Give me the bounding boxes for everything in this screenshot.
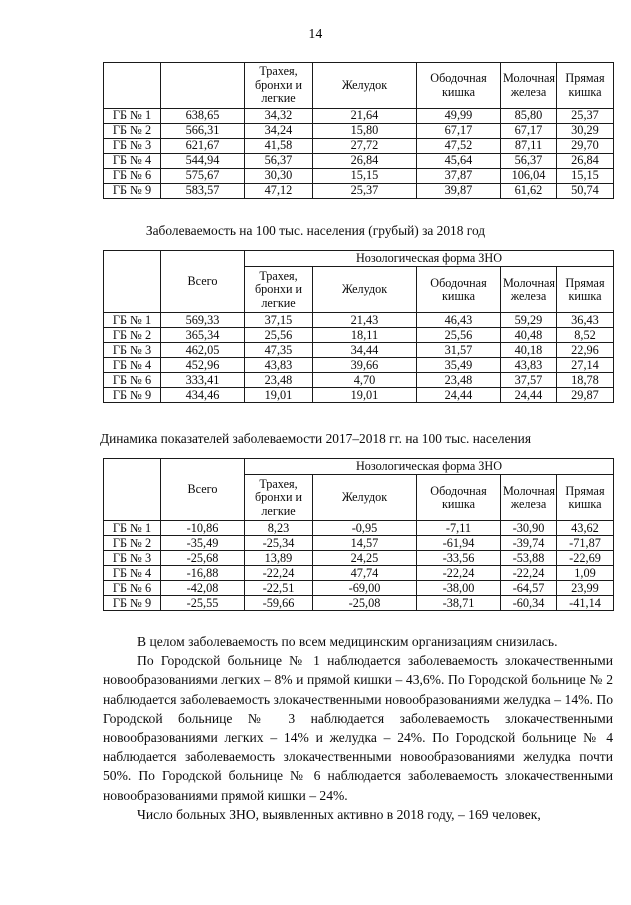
table-cell: 462,05 <box>161 343 245 358</box>
table-row <box>104 581 614 596</box>
table-cell: 87,11 <box>501 139 557 154</box>
paragraph-summary: В целом заболеваемость по всем медицинским организациям снизилась. <box>137 634 558 649</box>
table-row <box>104 521 614 536</box>
table-cell: 25,56 <box>417 328 501 343</box>
table-continued-absolute <box>103 62 613 199</box>
table-row <box>104 139 614 154</box>
table-cell: 85,80 <box>501 109 557 124</box>
table-cell: -69,00 <box>313 581 417 596</box>
table-cell: 39,66 <box>313 358 417 373</box>
table-body <box>104 521 614 611</box>
table-row <box>104 536 614 551</box>
table-cell: -38,00 <box>417 581 501 596</box>
table-row <box>104 343 614 358</box>
table-cell: 43,62 <box>557 521 614 536</box>
table-cell: 40,48 <box>501 328 557 343</box>
table-cell: 43,83 <box>501 358 557 373</box>
table-cell: 1,09 <box>557 566 614 581</box>
table-cell: 47,12 <box>245 184 313 199</box>
table-row <box>104 566 614 581</box>
table-cell: 15,15 <box>557 169 614 184</box>
table-row <box>104 169 614 184</box>
table-cell: 29,70 <box>557 139 614 154</box>
header-stomach: Желудок <box>313 475 417 521</box>
table-row <box>104 388 614 403</box>
table-cell: -41,14 <box>557 596 614 611</box>
table-cell: -22,24 <box>245 566 313 581</box>
table-cell: 29,87 <box>557 388 614 403</box>
table-cell: 24,25 <box>313 551 417 566</box>
paragraph-active-detection: Число больных ЗНО, выявленных активно в 2018 году, – 169 человек, <box>137 806 541 822</box>
table-incidence-2018 <box>103 250 613 403</box>
table-cell: -60,34 <box>501 596 557 611</box>
table-cell: 45,64 <box>417 154 501 169</box>
table-cell: -22,24 <box>501 566 557 581</box>
table-cell: -53,88 <box>501 551 557 566</box>
table-row <box>104 328 614 343</box>
table-cell: 34,44 <box>313 343 417 358</box>
table-cell: 434,46 <box>161 388 245 403</box>
header-group-nosology: Нозологическая форма ЗНО <box>245 251 614 267</box>
data-table <box>103 458 614 611</box>
header-colon: Ободочная кишка <box>417 267 501 313</box>
table-cell: 43,83 <box>245 358 313 373</box>
header-total: Всего <box>161 459 245 521</box>
header-rectum: Прямая кишка <box>557 475 614 521</box>
table-cell: -61,94 <box>417 536 501 551</box>
table-cell: 59,29 <box>501 313 557 328</box>
table-cell: 23,99 <box>557 581 614 596</box>
table-cell: 35,49 <box>417 358 501 373</box>
table-cell: 49,99 <box>417 109 501 124</box>
table-cell: -59,66 <box>245 596 313 611</box>
table-body <box>104 109 614 199</box>
table-cell: -38,71 <box>417 596 501 611</box>
table-cell: -22,51 <box>245 581 313 596</box>
table-cell: -25,55 <box>161 596 245 611</box>
table-cell: 8,52 <box>557 328 614 343</box>
table-row <box>104 124 614 139</box>
table-cell: 56,37 <box>245 154 313 169</box>
header-breast: Молочная железа <box>501 63 557 109</box>
row-label: ГБ № 9 <box>104 596 161 611</box>
table-cell: -10,86 <box>161 521 245 536</box>
table-cell: 37,57 <box>501 373 557 388</box>
table-group-header-row <box>104 459 614 475</box>
table-cell: -25,08 <box>313 596 417 611</box>
table-cell: 23,48 <box>245 373 313 388</box>
table-cell: 19,01 <box>313 388 417 403</box>
table-cell: 37,87 <box>417 169 501 184</box>
table-row <box>104 313 614 328</box>
table-cell: 15,15 <box>313 169 417 184</box>
table-cell: -25,68 <box>161 551 245 566</box>
table-cell: 27,72 <box>313 139 417 154</box>
table-cell: 47,35 <box>245 343 313 358</box>
header-stomach: Желудок <box>313 63 417 109</box>
table-row <box>104 109 614 124</box>
header-label <box>104 63 161 109</box>
table-row <box>104 373 614 388</box>
table-header <box>104 63 614 109</box>
table-cell: 8,23 <box>245 521 313 536</box>
table-cell: -35,49 <box>161 536 245 551</box>
header-breast: Молочная железа <box>501 267 557 313</box>
table-body <box>104 313 614 403</box>
table-row <box>104 184 614 199</box>
table-cell: 452,96 <box>161 358 245 373</box>
header-total-blank <box>161 63 245 109</box>
table-cell: 575,67 <box>161 169 245 184</box>
table-cell: -0,95 <box>313 521 417 536</box>
table-cell: 30,30 <box>245 169 313 184</box>
row-label: ГБ № 6 <box>104 169 161 184</box>
table-header-row <box>104 63 614 109</box>
header-trachea: Трахея, бронхи и легкие <box>245 63 313 109</box>
table-row <box>104 154 614 169</box>
data-table <box>103 62 614 199</box>
table-cell: 22,96 <box>557 343 614 358</box>
table-cell: 13,89 <box>245 551 313 566</box>
table-cell: -64,57 <box>501 581 557 596</box>
table-cell: 106,04 <box>501 169 557 184</box>
table-cell: 47,74 <box>313 566 417 581</box>
table-cell: 37,15 <box>245 313 313 328</box>
table-cell: 21,64 <box>313 109 417 124</box>
header-group-nosology: Нозологическая форма ЗНО <box>245 459 614 475</box>
table-cell: 26,84 <box>313 154 417 169</box>
table-cell: 638,65 <box>161 109 245 124</box>
header-label <box>104 459 161 521</box>
table-cell: -30,90 <box>501 521 557 536</box>
header-label <box>104 251 161 313</box>
row-label: ГБ № 3 <box>104 551 161 566</box>
table-cell: 4,70 <box>313 373 417 388</box>
table-cell: -25,34 <box>245 536 313 551</box>
table-cell: 14,57 <box>313 536 417 551</box>
table-cell: 333,41 <box>161 373 245 388</box>
header-stomach: Желудок <box>313 267 417 313</box>
table-cell: 34,32 <box>245 109 313 124</box>
header-trachea: Трахея, бронхи и легкие <box>245 475 313 521</box>
table-cell: -42,08 <box>161 581 245 596</box>
header-rectum: Прямая кишка <box>557 267 614 313</box>
table-cell: 41,58 <box>245 139 313 154</box>
table-cell: 39,87 <box>417 184 501 199</box>
table-cell: 621,67 <box>161 139 245 154</box>
table-row <box>104 551 614 566</box>
row-label: ГБ № 1 <box>104 109 161 124</box>
table-cell: 365,34 <box>161 328 245 343</box>
row-label: ГБ № 6 <box>104 581 161 596</box>
table-cell: -22,24 <box>417 566 501 581</box>
table-cell: -33,56 <box>417 551 501 566</box>
table-cell: 15,80 <box>313 124 417 139</box>
data-table <box>103 250 614 403</box>
table-cell: 24,44 <box>501 388 557 403</box>
table-cell: 544,94 <box>161 154 245 169</box>
table-cell: 30,29 <box>557 124 614 139</box>
row-label: ГБ № 3 <box>104 343 161 358</box>
table-cell: 583,57 <box>161 184 245 199</box>
page-number: 14 <box>308 26 323 41</box>
table-group-header-row <box>104 251 614 267</box>
table-dynamics-2017-2018 <box>103 458 613 611</box>
table-cell: 566,31 <box>161 124 245 139</box>
row-label: ГБ № 2 <box>104 328 161 343</box>
table-row <box>104 596 614 611</box>
table-cell: 23,48 <box>417 373 501 388</box>
table-cell: -7,11 <box>417 521 501 536</box>
header-total: Всего <box>161 251 245 313</box>
row-label: ГБ № 2 <box>104 124 161 139</box>
table-header <box>104 251 614 313</box>
table-cell: 21,43 <box>313 313 417 328</box>
table-cell: 56,37 <box>501 154 557 169</box>
table-row <box>104 358 614 373</box>
table-cell: -16,88 <box>161 566 245 581</box>
table-cell: 569,33 <box>161 313 245 328</box>
table-cell: 34,24 <box>245 124 313 139</box>
body-text-block <box>103 632 613 824</box>
table-cell: 40,18 <box>501 343 557 358</box>
table-cell: 67,17 <box>417 124 501 139</box>
table-cell: 25,37 <box>557 109 614 124</box>
row-label: ГБ № 2 <box>104 536 161 551</box>
table-cell: 26,84 <box>557 154 614 169</box>
row-label: ГБ № 4 <box>104 358 161 373</box>
table-cell: -39,74 <box>501 536 557 551</box>
table-title-dynamics: Динамика показателей заболеваемости 2017–2018 гг. на 100 тыс. населения <box>99 431 532 446</box>
table-cell: 46,43 <box>417 313 501 328</box>
table-cell: 27,14 <box>557 358 614 373</box>
table-cell: 18,78 <box>557 373 614 388</box>
row-label: ГБ № 1 <box>104 521 161 536</box>
table-cell: -71,87 <box>557 536 614 551</box>
table-cell: 18,11 <box>313 328 417 343</box>
table-cell: 19,01 <box>245 388 313 403</box>
table-cell: 67,17 <box>501 124 557 139</box>
table-cell: 25,56 <box>245 328 313 343</box>
table-cell: 47,52 <box>417 139 501 154</box>
row-label: ГБ № 1 <box>104 313 161 328</box>
row-label: ГБ № 4 <box>104 566 161 581</box>
row-label: ГБ № 9 <box>104 184 161 199</box>
table-title-incidence-2018: Заболеваемость на 100 тыс. населения (грубый) за 2018 год <box>145 223 486 238</box>
paragraph-hospital-details: По Городской больнице № 1 наблюдается заболеваемость злокачественными новообразованиями легких – 8% и прямой кишки – 43,6%. По Городской больнице № 2 наблюдается заболеваемость злокачественными новообразованиями желудка – 14%. По Городской больнице № 3 наблюдается заболеваемость злокачественными новообразованиями легких – 14% и желудка – 24%. По Городской больнице № 4 наблюдается заболеваемость злокачественными новообразованиями желудка почти 50%. По Городской больнице № 6 наблюдается заболеваемость злокачественными новообразованиями прямой кишки – 24%. <box>103 653 613 803</box>
table-cell: 24,44 <box>417 388 501 403</box>
header-trachea: Трахея, бронхи и легкие <box>245 267 313 313</box>
row-label: ГБ № 6 <box>104 373 161 388</box>
table-cell: 31,57 <box>417 343 501 358</box>
header-colon: Ободочная кишка <box>417 63 501 109</box>
table-cell: 25,37 <box>313 184 417 199</box>
header-rectum: Прямая кишка <box>557 63 614 109</box>
header-colon: Ободочная кишка <box>417 475 501 521</box>
row-label: ГБ № 9 <box>104 388 161 403</box>
row-label: ГБ № 4 <box>104 154 161 169</box>
table-cell: 50,74 <box>557 184 614 199</box>
table-cell: 61,62 <box>501 184 557 199</box>
row-label: ГБ № 3 <box>104 139 161 154</box>
header-breast: Молочная железа <box>501 475 557 521</box>
table-header <box>104 459 614 521</box>
table-cell: 36,43 <box>557 313 614 328</box>
table-cell: -22,69 <box>557 551 614 566</box>
